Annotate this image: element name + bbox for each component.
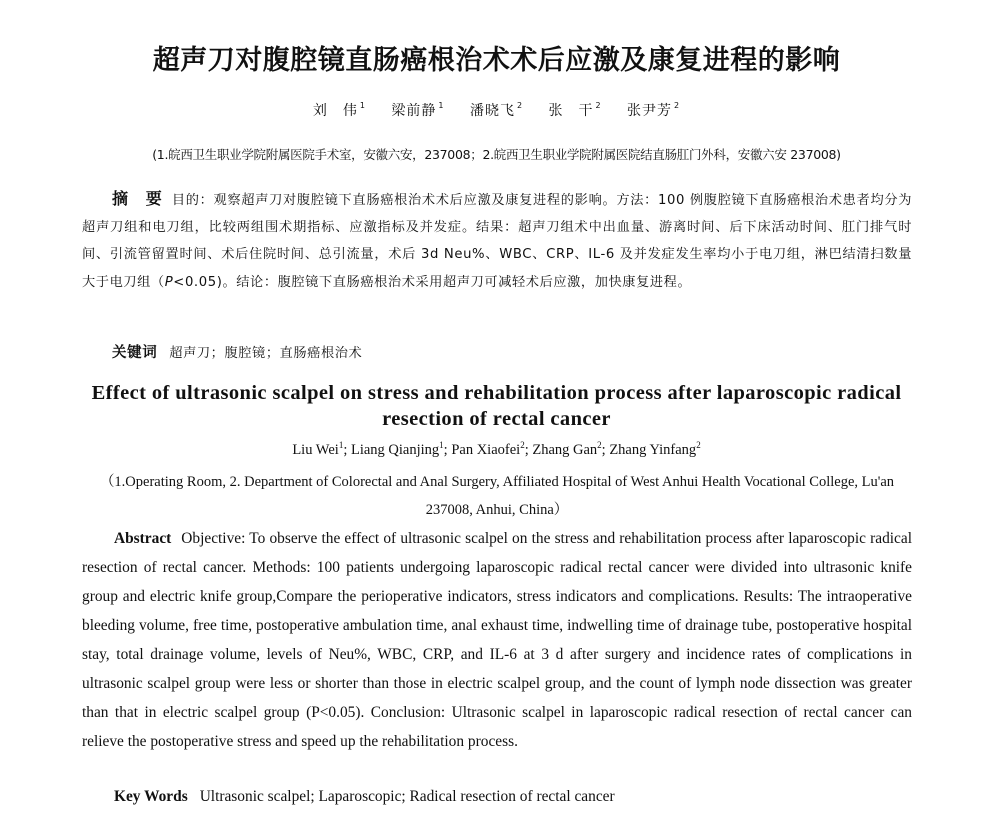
english-keywords xyxy=(114,788,914,806)
author-name: 潘晓飞 xyxy=(469,103,515,119)
keywords-label: 关键词 xyxy=(112,345,158,361)
author xyxy=(549,103,602,119)
chinese-abstract xyxy=(82,185,912,296)
author-name: Pan Xiaofei xyxy=(451,441,521,458)
author-separator: ; xyxy=(524,441,533,458)
author-name: 梁前静 xyxy=(391,103,437,119)
author-separator: ; xyxy=(443,441,452,458)
author-affiliation-mark: 1 xyxy=(439,440,444,450)
author-name: Liu Wei xyxy=(292,441,339,458)
author-affiliation-mark: 1 xyxy=(338,440,344,450)
abstract-label: 摘 要 xyxy=(112,189,168,208)
author-separator: ; xyxy=(601,441,610,458)
author xyxy=(470,103,523,119)
english-authors xyxy=(0,440,993,459)
author-name: Liang Qianjing xyxy=(350,441,440,458)
author-name: 张 干 xyxy=(548,103,594,119)
author xyxy=(313,103,366,119)
chinese-authors xyxy=(0,100,993,120)
author-affiliation-mark: 2 xyxy=(595,101,602,110)
author-affiliation-mark: 2 xyxy=(520,440,525,450)
chinese-keywords xyxy=(112,341,912,362)
author-affiliation-mark: 2 xyxy=(674,101,681,110)
chinese-title: 超声刀对腹腔镜直肠癌根治术术后应激及康复进程的影响 xyxy=(152,45,841,76)
abstract-label: Abstract xyxy=(114,530,172,547)
author xyxy=(391,103,444,119)
abstract-text: Objective: To observe the effect of ultrasonic scalpel on the stress and rehabilitation process after laparoscopic radical resection of rectal cancer. Methods: 100 patients undergoing laparoscopic radical rectal cancer were divided into ultrasonic knife group and electric knife group,Compare the perioperative indicators, stress indicators and complications. Results: The intraoperative bleeding volume, free time, postoperative ambulation time, anal exhaust time, indwelling time of drainage tube, postoperative hospital stay, total drainage volume, levels of Neu%, WBC, CRP, and IL-6 at 3 d after surgery and incidence rates of complications in ultrasonic scalpel group were less or shorter than those in electric scalpel group, and the count of lymph node dissection was greater than that in electric scalpel group (P<0.05). Conclusion: Ultrasonic scalpel in laparoscopic radical resection of rectal cancer can relieve the postoperative stress and speed up the rehabilitation process. xyxy=(82,530,912,750)
abstract-text-end: <0.05)。结论：腹腔镜下直肠癌根治术采用超声刀可减轻术后应激，加快康复进程。 xyxy=(173,274,692,290)
chinese-affiliation: (1.皖西卫生职业学院附属医院手术室，安徽六安，237008；2.皖西卫生职业学院附属医院结直肠肛门外科，安徽六安 237008) xyxy=(152,147,841,162)
english-title: Effect of ultrasonic scalpel on stress and rehabilitation process after laparoscopic radical resection of rectal cancer xyxy=(91,382,902,430)
author-name: 张尹芳 xyxy=(627,103,673,119)
author-name: 刘 伟 xyxy=(312,103,358,119)
author-affiliation-mark: 1 xyxy=(438,101,445,110)
author-affiliation-mark: 2 xyxy=(516,101,524,110)
english-affiliation: （1.Operating Room, 2. Department of Colorectal and Anal Surgery, Affiliated Hospital of West Anhui Health Vocational College, Lu'an 237008, Anhui, China） xyxy=(99,474,895,518)
keywords-label: Key Words xyxy=(114,788,188,805)
english-abstract xyxy=(82,524,912,756)
author-affiliation-mark: 1 xyxy=(359,101,366,110)
author-affiliation-mark: 2 xyxy=(696,440,701,450)
keywords-text: Ultrasonic scalpel; Laparoscopic; Radical resection of rectal cancer xyxy=(199,788,615,805)
author-separator: ; xyxy=(343,441,351,458)
p-value-symbol: P xyxy=(164,274,174,290)
author xyxy=(627,103,680,119)
abstract-text: 目的：观察超声刀对腹腔镜下直肠癌根治术术后应激及康复进程的影响。方法：100 例腹腔镜下直肠癌根治术患者均分为超声刀组和电刀组，比较两组围术期指标、应激指标及并发症。结果：超声刀组术中出血量、游离时间、后下床活动时间、肛门排气时间、引流管留置时间、术后住院时间、总引流量，术后 3d Neu%、WBC、CRP、IL-6 及并发症发生率均小于电刀组，淋巴结清扫数量大于电刀组（ xyxy=(82,193,913,290)
author-affiliation-mark: 2 xyxy=(597,440,602,450)
author-name: Zhang Yinfang xyxy=(609,441,697,458)
author-name: Zhang Gan xyxy=(532,441,598,458)
keywords-text: 超声刀；腹腔镜；直肠癌根治术 xyxy=(169,346,363,361)
